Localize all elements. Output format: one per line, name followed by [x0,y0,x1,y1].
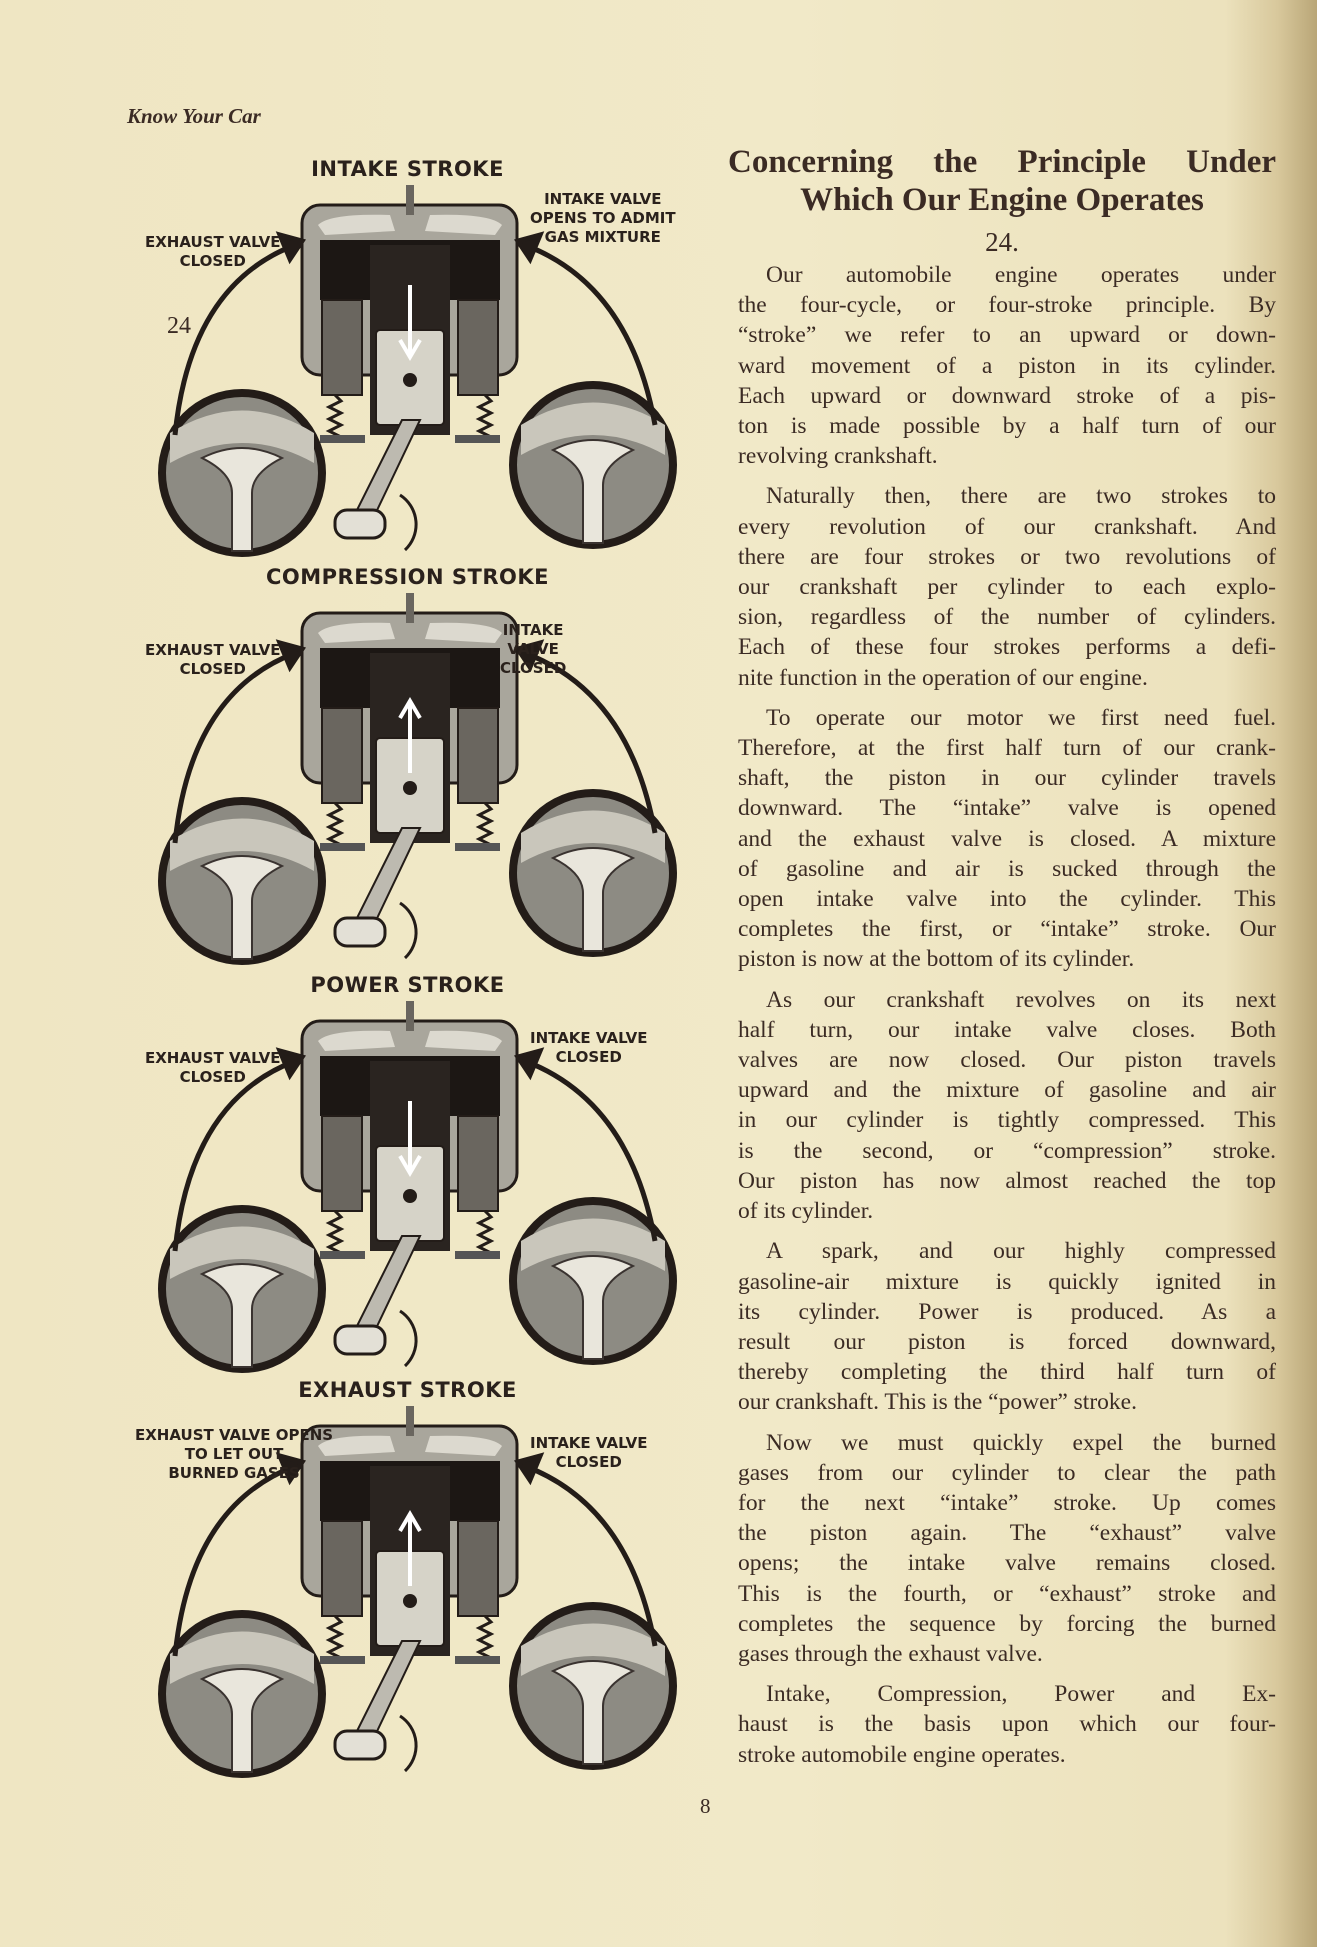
paragraph [738,985,1276,1227]
intake-valve-label [530,1029,647,1067]
text-line: Therefore, at the first half turn of our crank- [738,735,1276,762]
text-line: open intake valve into the cylinder. This [738,886,1276,913]
text-line: the piston again. The “exhaust” valve [738,1520,1276,1547]
text-line: of gasoline and air is sucked through the [738,855,1276,882]
label-line: TO LET OUT [184,1445,284,1463]
paragraph [738,481,1276,692]
text-line: thereby completing the third half turn of [738,1359,1276,1386]
label-line: CLOSED [179,252,246,270]
text-line: for the next “intake” stroke. Up comes [738,1489,1276,1516]
text-line: every revolution of our crankshaft. And [738,513,1276,540]
paragraph [738,703,1276,975]
text-line: sion, regardless of the number of cylinders. [738,604,1276,631]
valve-detail-circle [162,1614,322,1774]
label-line: GAS MIXTURE [544,228,661,246]
label-line: EXHAUST VALVE [145,641,281,659]
title-line-2: Which Our Engine Operates [800,182,1204,218]
text-line: our crankshaft. This is the “power” stroke. [738,1389,1137,1416]
valve-detail-circle [513,1606,673,1766]
cylinder-block-icon [302,593,517,851]
text-line: completes the first, or “intake” stroke. Our [738,916,1276,943]
stroke-diagram [130,973,690,1391]
intake-valve-label [530,190,676,247]
cylinder-block-icon [302,1406,517,1664]
stroke-title: INTAKE STROKE [311,157,504,181]
stroke-title: COMPRESSION STROKE [265,565,549,589]
paragraph [738,1428,1276,1670]
label-line: CLOSED [179,660,246,678]
text-line: gasoline-air mixture is quickly ignited in [738,1268,1276,1295]
label-line: CLOSED [555,1453,622,1471]
label-line: CLOSED [179,1068,246,1086]
stroke-diagram [130,157,690,575]
intake-valve-label [530,1434,647,1472]
text-line: As our crankshaft revolves on its next [766,986,1276,1013]
text-line: Our piston has now almost reached the top [738,1167,1276,1194]
text-line: result our piston is forced downward, [738,1328,1276,1355]
exhaust-valve-label [145,233,281,271]
text-line: This is the fourth, or “exhaust” stroke and [738,1580,1276,1607]
title-line-1: Concerning the Principle Under [728,144,1276,180]
text-line: gases from our cylinder to clear the path [738,1459,1276,1486]
label-line: INTAKE VALVE [530,1029,648,1047]
valve-detail-circle [513,793,673,953]
text-line: completes the sequence by forcing the burned [738,1610,1276,1637]
label-line: EXHAUST VALVE [145,1049,281,1067]
label-line: EXHAUST VALVE [145,233,281,251]
cylinder-block-icon [302,1001,517,1259]
text-line: Now we must quickly expel the burned [766,1429,1276,1456]
text-line: downward. The “intake” valve is opened [738,795,1276,822]
label-line: CLOSED [555,1048,622,1066]
text-line: there are four strokes or two revolutions of [738,543,1276,570]
valve-detail-circle [513,385,673,545]
text-line: is the second, or “compression” stroke. [738,1137,1276,1164]
text-line: valves are now closed. Our piston travels [738,1047,1276,1074]
engine-diagram-graphic [130,573,690,983]
text-line: our crankshaft per cylinder to each explo- [738,574,1276,601]
text-line: the four-cycle, or four-stroke principle. By [738,292,1276,319]
figure-number: 24 [167,313,191,339]
label-line: EXHAUST VALVE OPENS [135,1426,334,1444]
text-line: Our automobile engine operates under [766,262,1276,288]
text-line: opens; the intake valve remains closed. [738,1550,1276,1577]
exhaust-valve-label [145,641,281,679]
text-line: shaft, the piston in our cylinder travels [738,765,1276,792]
stroke-title: POWER STROKE [310,973,505,997]
section-number: 24. [985,227,1019,257]
body-text [738,260,1276,1780]
exhaust-valve-label [135,1426,333,1483]
text-line: Each upward or downward stroke of a pis- [738,382,1276,409]
text-line: piston is now at the bottom of its cylinder. [738,946,1135,973]
exhaust-valve-label [145,1049,281,1087]
label-line: INTAKE VALVE [530,1434,648,1452]
stroke-title: EXHAUST STROKE [298,1378,517,1402]
valve-detail-circle [162,393,322,553]
text-line: To operate our motor we first need fuel. [766,704,1276,731]
label-line: BURNED GASES [168,1464,300,1482]
page-title [728,143,1276,219]
text-line: upward and the mixture of gasoline and air [738,1077,1276,1104]
text-line: stroke automobile engine operates. [738,1741,1066,1768]
text-line: its cylinder. Power is produced. As a [738,1298,1276,1325]
stroke-diagram [130,1378,690,1796]
paragraph [738,1679,1276,1770]
text-line: and the exhaust valve is closed. A mixture [738,825,1276,852]
text-line: half turn, our intake valve closes. Both [738,1016,1276,1043]
text-line: Naturally then, there are two strokes to [766,483,1276,510]
text-line: “stroke” we refer to an upward or down- [738,322,1276,349]
text-line: ton is made possible by a half turn of our [738,413,1276,440]
label-line: INTAKE [502,621,564,639]
intake-valve-label [500,621,566,678]
label-line: VALVE [507,640,559,658]
running-head: Know Your Car [127,104,261,128]
label-line: OPENS TO ADMIT [530,209,676,227]
cylinder-block-icon [302,185,517,443]
text-line: in our cylinder is tightly compressed. This [738,1107,1276,1134]
text-line: gases through the exhaust valve. [738,1640,1043,1667]
label-line: CLOSED [500,659,567,677]
text-line: nite function in the operation of our engine. [738,664,1148,691]
valve-detail-circle [162,801,322,961]
paragraph [738,1236,1276,1417]
text-line: of its cylinder. [738,1198,874,1225]
text-line: haust is the basis upon which our four- [738,1711,1276,1738]
valve-detail-circle [513,1201,673,1361]
text-line: Intake, Compression, Power and Ex- [766,1681,1276,1708]
stroke-diagram [130,565,690,983]
valve-detail-circle [162,1209,322,1369]
text-line: ward movement of a piston in its cylinder. [738,352,1276,379]
paragraph [738,260,1276,471]
label-line: INTAKE VALVE [544,190,662,208]
text-line: A spark, and our highly compressed [766,1238,1276,1265]
page-number: 8 [700,1794,711,1818]
text-line: revolving crankshaft. [738,443,938,470]
text-line: Each of these four strokes performs a defi- [738,634,1276,661]
